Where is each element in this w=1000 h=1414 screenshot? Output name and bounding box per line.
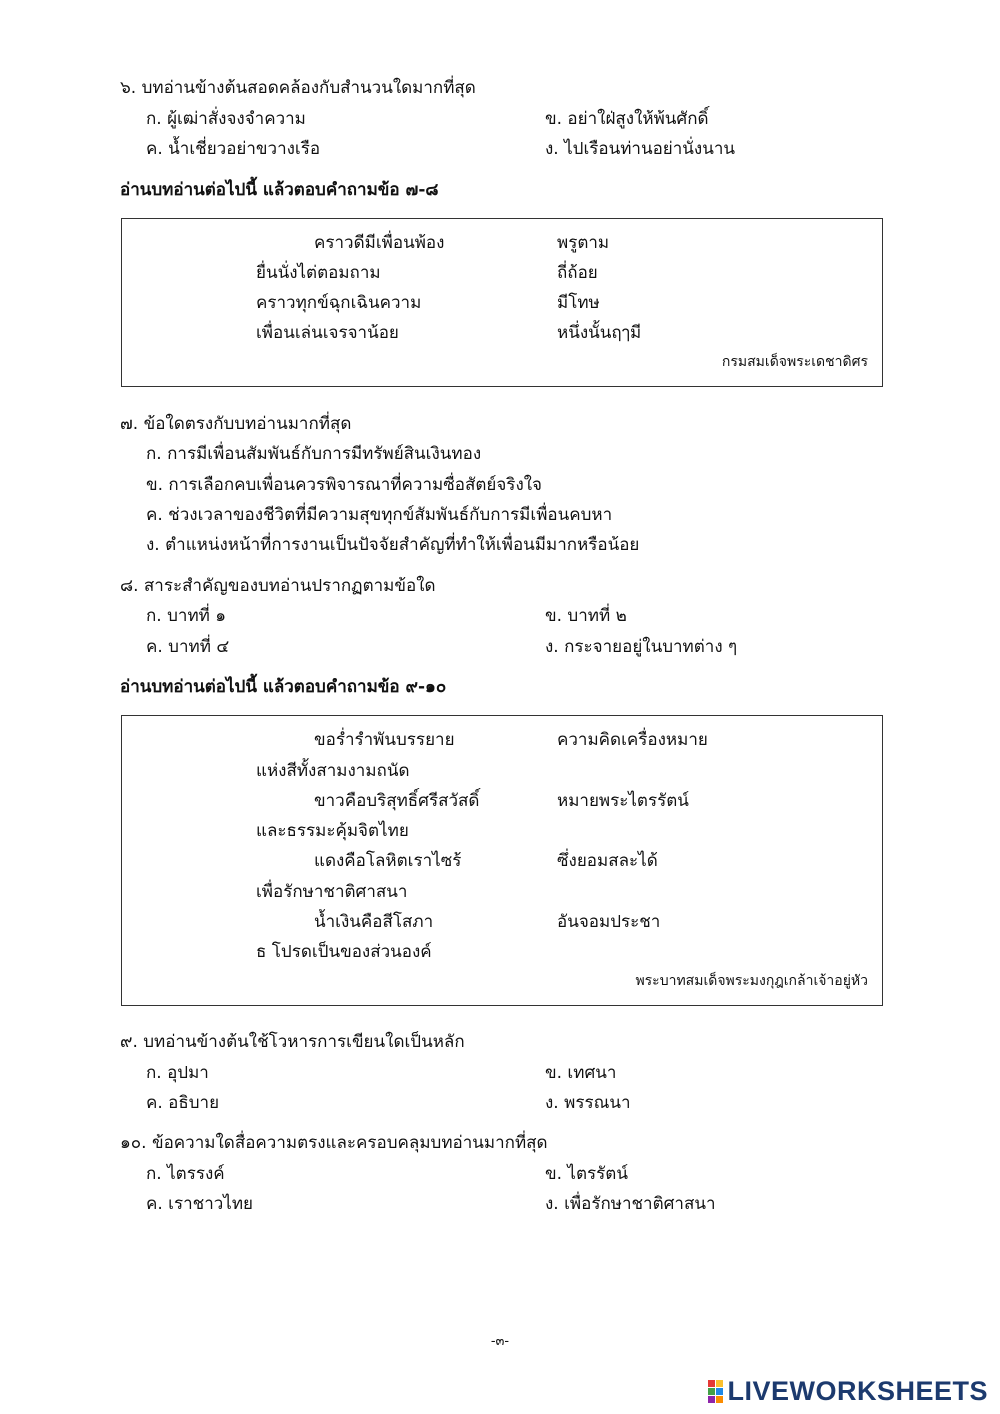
q7-stem: ๗. ข้อใดตรงกับบทอ่านมากที่สุด [120, 414, 352, 434]
q6-option-a: ก. ผู้เฒ่าสั่งจงจำความ [146, 109, 306, 129]
poem2-line4: และธรรมะคุ้มจิตไทย [256, 821, 409, 841]
q8-option-d: ง. กระจายอยู่ในบาทต่าง ๆ [545, 637, 738, 657]
q9-option-b: ข. เทศนา [545, 1063, 617, 1083]
logo-square-icon [708, 1380, 715, 1387]
q10-option-a: ก. ไตรรงค์ [146, 1164, 225, 1184]
poem1-credit: กรมสมเด็จพระเดชาดิศร [721, 354, 868, 370]
section2-heading: อ่านบทอ่านต่อไปนี้ แล้วตอบคำถามข้อ ๙-๑๐ [120, 677, 447, 697]
poem1-line3-b: มีโทษ [557, 293, 600, 313]
poem1-line1-a: คราวดีมีเพื่อนพ้อง [314, 233, 445, 253]
poem1-line2-a: ยื่นนั่งไต่ตอมถาม [256, 263, 381, 283]
logo-square-icon [708, 1388, 715, 1395]
liveworksheets-logo[interactable] [708, 1376, 988, 1406]
poem1-line4-b: หนึ่งนั้นฤๅมี [557, 323, 642, 343]
logo-square-icon [716, 1380, 723, 1387]
poem2-box [121, 715, 883, 1006]
q8-option-b: ข. บาทที่ ๒ [545, 606, 627, 626]
q8-stem: ๘. สาระสำคัญของบทอ่านปรากฏตามข้อใด [120, 576, 436, 596]
section1-heading: อ่านบทอ่านต่อไปนี้ แล้วตอบคำถามข้อ ๗-๘ [120, 180, 439, 200]
q9-option-c: ค. อธิบาย [146, 1093, 220, 1113]
poem2-line3-a: ขาวคือบริสุทธิ์ศรีสวัสดิ์ [314, 791, 480, 811]
logo-square-icon [716, 1388, 723, 1395]
liveworksheets-logo-icon [708, 1380, 723, 1403]
poem1-line3-a: คราวทุกข์ฉุกเฉินความ [256, 293, 422, 313]
q8-option-c: ค. บาทที่ ๔ [146, 637, 230, 657]
q6-option-b: ข. อย่าใฝ่สูงให้พ้นศักดิ์ [545, 109, 709, 129]
poem2-line5-b: ซึ่งยอมสละได้ [557, 851, 658, 871]
poem2-line3-b: หมายพระไตรรัตน์ [557, 791, 689, 811]
poem1-line4-a: เพื่อนเล่นเจรจาน้อย [256, 323, 399, 343]
poem2-line2: แห่งสีทั้งสามงามถนัด [256, 761, 410, 781]
q9-stem: ๙. บทอ่านข้างต้นใช้โวหารการเขียนใดเป็นหลัก [120, 1032, 465, 1052]
q6-option-d: ง. ไปเรือนท่านอย่านั่งนาน [545, 139, 736, 159]
logo-square-icon [708, 1396, 715, 1403]
q6-option-c: ค. น้ำเชี่ยวอย่าขวางเรือ [146, 139, 321, 159]
q10-stem: ๑๐. ข้อความใดสื่อความตรงและครอบคลุมบทอ่านมากที่สุด [120, 1133, 548, 1153]
q7-option-d: ง. ตำแหน่งหน้าที่การงานเป็นปัจจัยสำคัญที่ทำให้เพื่อนมีมากหรือน้อย [146, 535, 640, 555]
page-number: -๓- [490, 1334, 510, 1349]
logo-text: LIVEWORKSHEETS [727, 1375, 988, 1406]
q7-option-b: ข. การเลือกคบเพื่อนควรพิจารณาที่ความซื่อสัตย์จริงใจ [146, 475, 543, 495]
poem2-line7-a: น้ำเงินคือสีโสภา [314, 912, 434, 932]
poem2-line1-b: ความคิดเครื่องหมาย [557, 730, 708, 750]
q9-option-a: ก. อุปมา [146, 1063, 209, 1083]
q9-option-d: ง. พรรณนา [545, 1093, 631, 1113]
q8-option-a: ก. บาทที่ ๑ [146, 606, 227, 626]
q10-option-b: ข. ไตรรัตน์ [545, 1164, 628, 1184]
poem2-line7-b: อันจอมประชา [557, 912, 661, 932]
q10-option-c: ค. เราชาวไทย [146, 1194, 254, 1214]
q6-stem: ๖. บทอ่านข้างต้นสอดคล้องกับสำนวนใดมากที่สุด [120, 78, 476, 98]
poem2-credit: พระบาทสมเด็จพระมงกุฎเกล้าเจ้าอยู่หัว [635, 973, 868, 989]
poem2-line5-a: แดงคือโลหิตเราไซร้ [314, 851, 462, 871]
poem1-box [121, 218, 883, 387]
poem1-line2-b: ถี่ถ้อย [557, 263, 598, 283]
q7-option-c: ค. ช่วงเวลาของชีวิตที่มีความสุขทุกข์สัมพันธ์กับการมีเพื่อนคบหา [146, 505, 613, 525]
poem1-line1-b: พรูตาม [557, 233, 610, 253]
q10-option-d: ง. เพื่อรักษาชาติศาสนา [545, 1194, 716, 1214]
poem2-line8: ธ โปรดเป็นของส่วนองค์ [256, 942, 432, 962]
poem2-line6: เพื่อรักษาชาติศาสนา [256, 882, 408, 902]
logo-square-icon [716, 1396, 723, 1403]
poem2-line1-a: ขอร่ำรำพันบรรยาย [314, 730, 455, 750]
q7-option-a: ก. การมีเพื่อนสัมพันธ์กับการมีทรัพย์สินเงินทอง [146, 444, 482, 464]
